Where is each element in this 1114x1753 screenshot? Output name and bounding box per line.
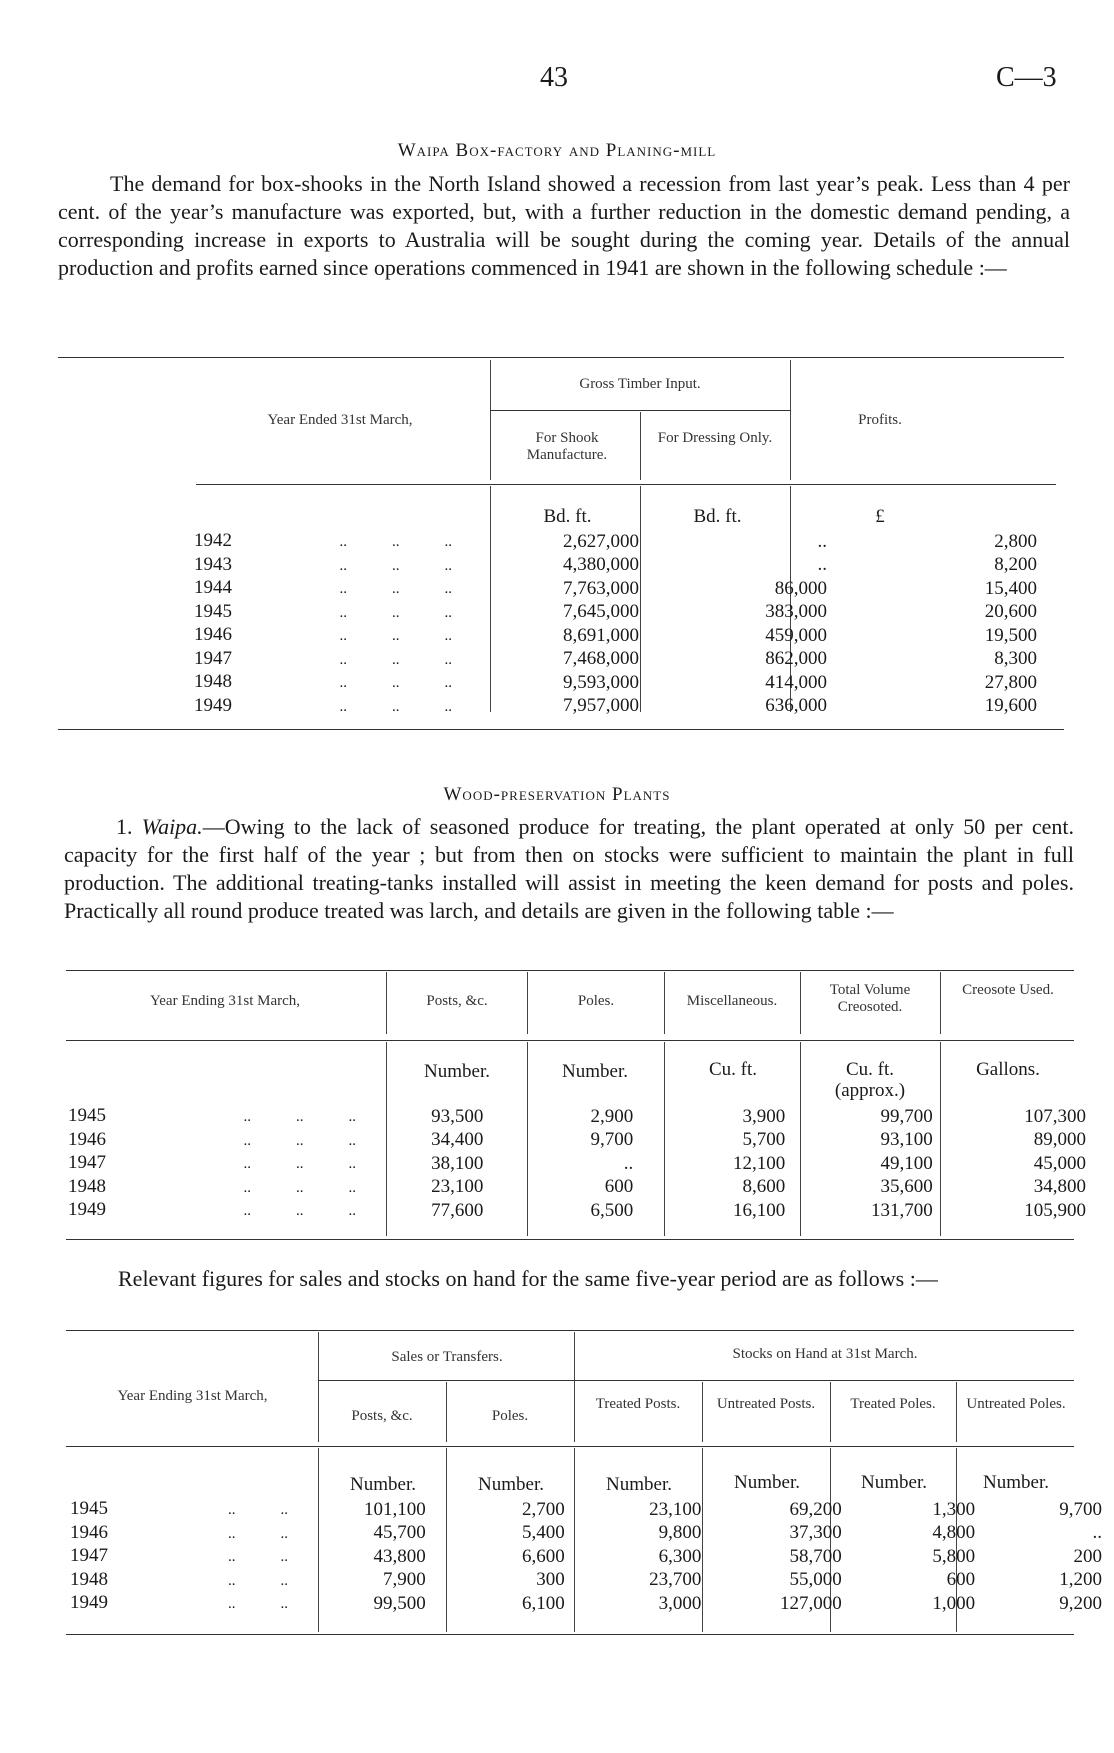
cell-dressing: .. bbox=[817, 554, 827, 575]
leader-dots: .. .. .. bbox=[339, 698, 452, 715]
column-group-header-sales: Sales or Transfers. bbox=[391, 1349, 503, 1365]
cell-treated-poles: 1,300 bbox=[932, 1498, 976, 1520]
row-year: 1949 bbox=[68, 1199, 106, 1220]
cell-untreated-posts: 127,000 bbox=[780, 1592, 842, 1614]
section-title-wood-preservation: Wood-preservation Plants bbox=[443, 784, 671, 805]
table-body bbox=[190, 530, 1097, 718]
table-divider bbox=[490, 360, 491, 480]
row-year: 1949 bbox=[70, 1592, 108, 1613]
cell-untreated-poles: 1,200 bbox=[1059, 1569, 1102, 1590]
cell-treated-poles: 1,000 bbox=[932, 1592, 976, 1614]
leader-dots: .. .. bbox=[228, 1525, 288, 1542]
leader-dots: .. .. .. bbox=[243, 1132, 356, 1149]
cell-shook: 8,691,000 bbox=[563, 624, 639, 646]
unit-total: Cu. ft. bbox=[845, 1059, 895, 1080]
cell-year bbox=[66, 1569, 309, 1593]
paragraph-place: Waipa. bbox=[141, 814, 203, 839]
page-number: 43 bbox=[540, 62, 568, 93]
cell-poles: 9,700 bbox=[590, 1129, 634, 1150]
leader-dots: .. .. .. bbox=[339, 604, 452, 621]
cell-untreated-posts: 69,200 bbox=[789, 1498, 842, 1520]
row-year: 1942 bbox=[194, 530, 232, 551]
table-rule bbox=[66, 1446, 1074, 1447]
leader-dots: .. .. .. bbox=[243, 1156, 356, 1172]
cell-year bbox=[190, 671, 489, 695]
cell-sales-posts: 45,700 bbox=[373, 1522, 426, 1543]
leader-dots: .. .. .. bbox=[339, 628, 452, 644]
column-header-year: Year Ending 31st March, bbox=[149, 993, 301, 1009]
cell-untreated-poles: 9,200 bbox=[1059, 1592, 1102, 1614]
cell-dressing: 86,000 bbox=[774, 577, 827, 599]
row-year: 1947 bbox=[70, 1545, 108, 1566]
cell-untreated-poles: .. bbox=[1092, 1522, 1102, 1543]
cell-year bbox=[66, 1129, 368, 1153]
cell-misc: 3,900 bbox=[742, 1105, 786, 1127]
table-rule bbox=[66, 1040, 1074, 1041]
leader-dots: .. .. .. bbox=[243, 1109, 356, 1125]
column-header-profits: Profits. bbox=[858, 412, 902, 428]
table-row bbox=[190, 695, 1097, 719]
table-row bbox=[66, 1105, 1114, 1129]
cell-poles: 2,900 bbox=[590, 1105, 634, 1127]
cell-sales-poles: 6,100 bbox=[521, 1592, 565, 1614]
table-body bbox=[66, 1498, 1114, 1616]
cell-shook: 7,468,000 bbox=[563, 648, 639, 669]
table-row bbox=[190, 530, 1097, 554]
cell-dressing: 459,000 bbox=[765, 624, 827, 646]
leader-dots: .. .. bbox=[228, 1596, 288, 1612]
unit-posts: Number. bbox=[424, 1061, 490, 1082]
column-header-treated-poles: Treated Poles. bbox=[850, 1396, 936, 1412]
table-divider bbox=[446, 1382, 447, 1442]
table-rule bbox=[318, 1380, 1074, 1381]
leader-dots: .. .. .. bbox=[339, 557, 452, 574]
column-header-year: Year Ended 31st March, bbox=[267, 412, 413, 428]
cell-treated-poles: 5,800 bbox=[932, 1545, 976, 1567]
paragraph-sales-stocks bbox=[66, 1265, 1078, 1293]
cell-year bbox=[66, 1105, 368, 1129]
cell-creosote: 105,900 bbox=[1024, 1199, 1086, 1221]
table-rule bbox=[490, 410, 790, 411]
table-rule bbox=[196, 484, 1056, 485]
table-rule bbox=[58, 357, 1064, 358]
table-row bbox=[66, 1152, 1114, 1176]
cell-treated-poles: 600 bbox=[946, 1569, 976, 1590]
table-divider bbox=[940, 972, 941, 1034]
cell-creosote: 45,000 bbox=[1033, 1152, 1086, 1174]
cell-posts: 77,600 bbox=[431, 1199, 484, 1221]
cell-profits: 2,800 bbox=[994, 530, 1037, 552]
row-year: 1946 bbox=[194, 624, 232, 645]
cell-dressing: 414,000 bbox=[765, 671, 827, 693]
cell-misc: 16,100 bbox=[732, 1199, 786, 1221]
table-divider bbox=[318, 1332, 319, 1442]
column-header-shook: For Shook Manufacture. bbox=[526, 430, 608, 463]
cell-year bbox=[66, 1498, 309, 1522]
cell-misc: 8,600 bbox=[742, 1176, 786, 1197]
column-header-untreated-poles: Untreated Poles. bbox=[966, 1396, 1066, 1412]
row-year: 1946 bbox=[68, 1128, 106, 1150]
cell-year bbox=[66, 1592, 309, 1616]
leader-dots: .. .. bbox=[228, 1572, 288, 1589]
table-row bbox=[66, 1498, 1114, 1522]
table-divider bbox=[386, 972, 387, 1034]
cell-total: 35,600 bbox=[880, 1176, 933, 1197]
column-header-dressing: For Dressing Only. bbox=[657, 430, 773, 446]
cell-posts: 93,500 bbox=[431, 1105, 484, 1127]
cell-total: 99,700 bbox=[880, 1105, 933, 1127]
row-year: 1943 bbox=[194, 553, 232, 575]
table-row bbox=[66, 1592, 1114, 1616]
cell-profits: 27,800 bbox=[984, 671, 1037, 693]
unit-shook: Bd. ft. bbox=[543, 506, 592, 527]
table-divider bbox=[830, 1382, 831, 1442]
cell-untreated-posts: 58,700 bbox=[789, 1545, 842, 1567]
column-header-sales-posts: Posts, &c. bbox=[351, 1408, 413, 1424]
leader-dots: .. .. bbox=[228, 1549, 288, 1565]
cell-shook: 7,763,000 bbox=[563, 577, 639, 599]
table-row bbox=[190, 554, 1097, 578]
column-header-untreated-posts: Untreated Posts. bbox=[716, 1396, 816, 1412]
cell-sales-posts: 43,800 bbox=[373, 1545, 426, 1567]
cell-year bbox=[190, 577, 489, 601]
cell-treated-posts: 6,300 bbox=[658, 1545, 702, 1567]
column-header-total-volume: Total Volume Creosoted. bbox=[829, 982, 911, 1015]
table-row bbox=[66, 1522, 1114, 1546]
section-title-waipa-box-factory: Waipa Box-factory and Planing-mill bbox=[397, 140, 717, 161]
row-year: 1949 bbox=[194, 694, 232, 716]
cell-sales-poles: 5,400 bbox=[521, 1522, 565, 1543]
cell-year bbox=[190, 530, 489, 554]
cell-shook: 2,627,000 bbox=[563, 530, 639, 552]
row-year: 1948 bbox=[194, 671, 232, 692]
unit-number: Number. bbox=[478, 1474, 544, 1495]
paragraph-sales-stocks-text: Relevant figures for sales and stocks on hand for the same five-year period are as follows :— bbox=[118, 1266, 938, 1291]
column-header-posts: Posts, &c. bbox=[426, 993, 488, 1009]
cell-sales-poles: 2,700 bbox=[521, 1498, 565, 1520]
cell-shook: 7,645,000 bbox=[563, 601, 639, 622]
column-group-header-gross-timber: Gross Timber Input. bbox=[579, 376, 701, 392]
cell-misc: 5,700 bbox=[742, 1129, 786, 1150]
cell-poles: 600 bbox=[604, 1176, 634, 1197]
unit-creosote: Gallons. bbox=[976, 1059, 1040, 1080]
table-divider bbox=[664, 972, 665, 1034]
paragraph-number: 1. bbox=[116, 814, 133, 839]
cell-treated-posts: 23,700 bbox=[649, 1569, 702, 1590]
cell-dressing: 862,000 bbox=[765, 648, 827, 669]
table-rule bbox=[66, 1239, 1074, 1240]
cell-posts: 23,100 bbox=[431, 1176, 484, 1197]
cell-treated-posts: 3,000 bbox=[658, 1592, 702, 1614]
table-row bbox=[190, 671, 1097, 695]
row-year: 1948 bbox=[70, 1568, 108, 1590]
cell-dressing: .. bbox=[817, 530, 827, 552]
column-header-treated-posts: Treated Posts. bbox=[595, 1396, 681, 1412]
cell-year bbox=[190, 601, 489, 625]
unit-poles: Number. bbox=[562, 1061, 628, 1082]
unit-number: Number. bbox=[861, 1472, 927, 1493]
unit-dressing: Bd. ft. bbox=[693, 506, 742, 527]
cell-shook: 7,957,000 bbox=[563, 695, 639, 716]
table-body bbox=[66, 1105, 1114, 1223]
cell-profits: 20,600 bbox=[984, 601, 1037, 622]
column-header-year: Year Ending 31st March, bbox=[117, 1388, 268, 1404]
table-divider bbox=[790, 360, 791, 480]
cell-year bbox=[66, 1522, 309, 1546]
paragraph-waipa-plant-text: —Owing to the lack of seasoned produce for treating, the plant operated at only 50 per cent. capacity for the first half of the year ; but from then on stocks were sufficient to maintain the plant in full production. The additional treating-tanks installed will assist in meeting the keen demand for posts and poles. Practically all round produce treated was larch, and details are given in the following table :— bbox=[64, 814, 1074, 923]
row-year: 1944 bbox=[194, 577, 232, 598]
table-row bbox=[66, 1176, 1114, 1200]
unit-profits: £ bbox=[875, 506, 885, 527]
row-year: 1948 bbox=[68, 1175, 106, 1197]
cell-sales-posts: 101,100 bbox=[363, 1498, 426, 1520]
table-rule bbox=[66, 1634, 1074, 1635]
row-year: 1947 bbox=[68, 1152, 106, 1173]
cell-year bbox=[190, 624, 489, 648]
cell-creosote: 89,000 bbox=[1033, 1129, 1086, 1150]
column-header-sales-poles: Poles. bbox=[491, 1408, 529, 1424]
row-year: 1946 bbox=[70, 1521, 108, 1543]
cell-treated-posts: 23,100 bbox=[649, 1498, 702, 1520]
paragraph-waipa-plant bbox=[64, 813, 1074, 925]
cell-misc: 12,100 bbox=[732, 1152, 786, 1174]
cell-dressing: 383,000 bbox=[765, 601, 827, 622]
table-divider bbox=[527, 972, 528, 1034]
table-divider bbox=[640, 412, 641, 480]
cell-posts: 34,400 bbox=[431, 1129, 484, 1150]
column-header-poles: Poles. bbox=[577, 993, 615, 1009]
paragraph-box-factory-text: The demand for box-shooks in the North Island showed a recession from last year’s peak. Less than 4 per cent. of the year’s manufacture was exported, but, with a further reduction in the domestic demand pending, a corresponding increase in exports to Australia will be sought during the coming year. Details of the annual production and profits earned since operations commenced in 1941 are shown in the following schedule :— bbox=[58, 171, 1070, 280]
cell-profits: 8,300 bbox=[994, 648, 1037, 669]
unit-total-note: (approx.) bbox=[834, 1080, 906, 1101]
cell-dressing: 636,000 bbox=[765, 695, 827, 716]
cell-creosote: 107,300 bbox=[1024, 1105, 1086, 1127]
cell-untreated-poles: 9,700 bbox=[1059, 1498, 1102, 1520]
cell-poles: 6,500 bbox=[590, 1199, 634, 1221]
table-divider bbox=[800, 972, 801, 1034]
cell-creosote: 34,800 bbox=[1033, 1176, 1086, 1197]
cell-profits: 19,500 bbox=[984, 624, 1037, 646]
table-row bbox=[66, 1569, 1114, 1593]
cell-sales-posts: 7,900 bbox=[382, 1569, 426, 1590]
unit-misc: Cu. ft. bbox=[708, 1059, 758, 1080]
table-row bbox=[190, 601, 1097, 625]
column-group-header-stocks: Stocks on Hand at 31st March. bbox=[732, 1346, 918, 1362]
cell-treated-posts: 9,800 bbox=[658, 1522, 702, 1543]
cell-year bbox=[190, 695, 489, 719]
row-year: 1947 bbox=[194, 647, 232, 669]
leader-dots: .. .. .. bbox=[243, 1203, 356, 1219]
table-row bbox=[66, 1199, 1114, 1223]
table-row bbox=[190, 648, 1097, 672]
cell-posts: 38,100 bbox=[431, 1152, 484, 1174]
unit-number: Number. bbox=[983, 1472, 1049, 1493]
table-divider bbox=[574, 1332, 575, 1442]
leader-dots: .. .. .. bbox=[243, 1179, 356, 1196]
leader-dots: .. .. .. bbox=[339, 675, 452, 691]
unit-number: Number. bbox=[606, 1474, 672, 1495]
unit-number: Number. bbox=[350, 1474, 416, 1495]
cell-untreated-posts: 37,300 bbox=[789, 1522, 842, 1543]
leader-dots: .. .. .. bbox=[339, 651, 452, 668]
cell-shook: 4,380,000 bbox=[563, 554, 639, 575]
cell-profits: 15,400 bbox=[984, 577, 1037, 599]
cell-year bbox=[190, 648, 489, 672]
leader-dots: .. .. .. bbox=[339, 581, 452, 597]
cell-total: 49,100 bbox=[880, 1152, 933, 1174]
cell-untreated-poles: 200 bbox=[1073, 1545, 1102, 1567]
table-rule bbox=[66, 970, 1074, 971]
cell-total: 93,100 bbox=[880, 1129, 933, 1150]
cell-shook: 9,593,000 bbox=[563, 671, 639, 693]
cell-profits: 19,600 bbox=[984, 695, 1037, 716]
cell-year bbox=[66, 1199, 368, 1223]
table-row bbox=[190, 624, 1097, 648]
cell-profits: 8,200 bbox=[994, 554, 1037, 575]
cell-poles: .. bbox=[623, 1152, 634, 1174]
page-code: C—3 bbox=[996, 62, 1057, 93]
row-year: 1945 bbox=[70, 1498, 108, 1519]
unit-number: Number. bbox=[734, 1472, 800, 1493]
table-row bbox=[66, 1545, 1114, 1569]
leader-dots: .. .. bbox=[228, 1502, 288, 1518]
cell-year bbox=[66, 1545, 309, 1569]
cell-treated-poles: 4,800 bbox=[932, 1522, 976, 1543]
table-row bbox=[190, 577, 1097, 601]
leader-dots: .. .. .. bbox=[339, 534, 452, 550]
cell-year bbox=[66, 1176, 368, 1200]
column-header-creosote: Creosote Used. bbox=[962, 982, 1054, 998]
row-year: 1945 bbox=[194, 600, 232, 622]
cell-sales-poles: 6,600 bbox=[521, 1545, 565, 1567]
cell-total: 131,700 bbox=[870, 1199, 933, 1221]
paragraph-box-factory bbox=[58, 170, 1070, 282]
table-row bbox=[66, 1129, 1114, 1153]
table-divider bbox=[702, 1382, 703, 1442]
row-year: 1945 bbox=[68, 1105, 106, 1126]
column-header-miscellaneous: Miscellaneous. bbox=[686, 993, 778, 1009]
cell-year bbox=[190, 554, 489, 578]
cell-sales-poles: 300 bbox=[536, 1569, 565, 1590]
table-rule bbox=[58, 729, 1064, 730]
cell-untreated-posts: 55,000 bbox=[789, 1569, 842, 1590]
table-divider bbox=[956, 1382, 957, 1442]
table-rule bbox=[66, 1330, 1074, 1331]
cell-sales-posts: 99,500 bbox=[373, 1592, 426, 1614]
cell-year bbox=[66, 1152, 368, 1176]
